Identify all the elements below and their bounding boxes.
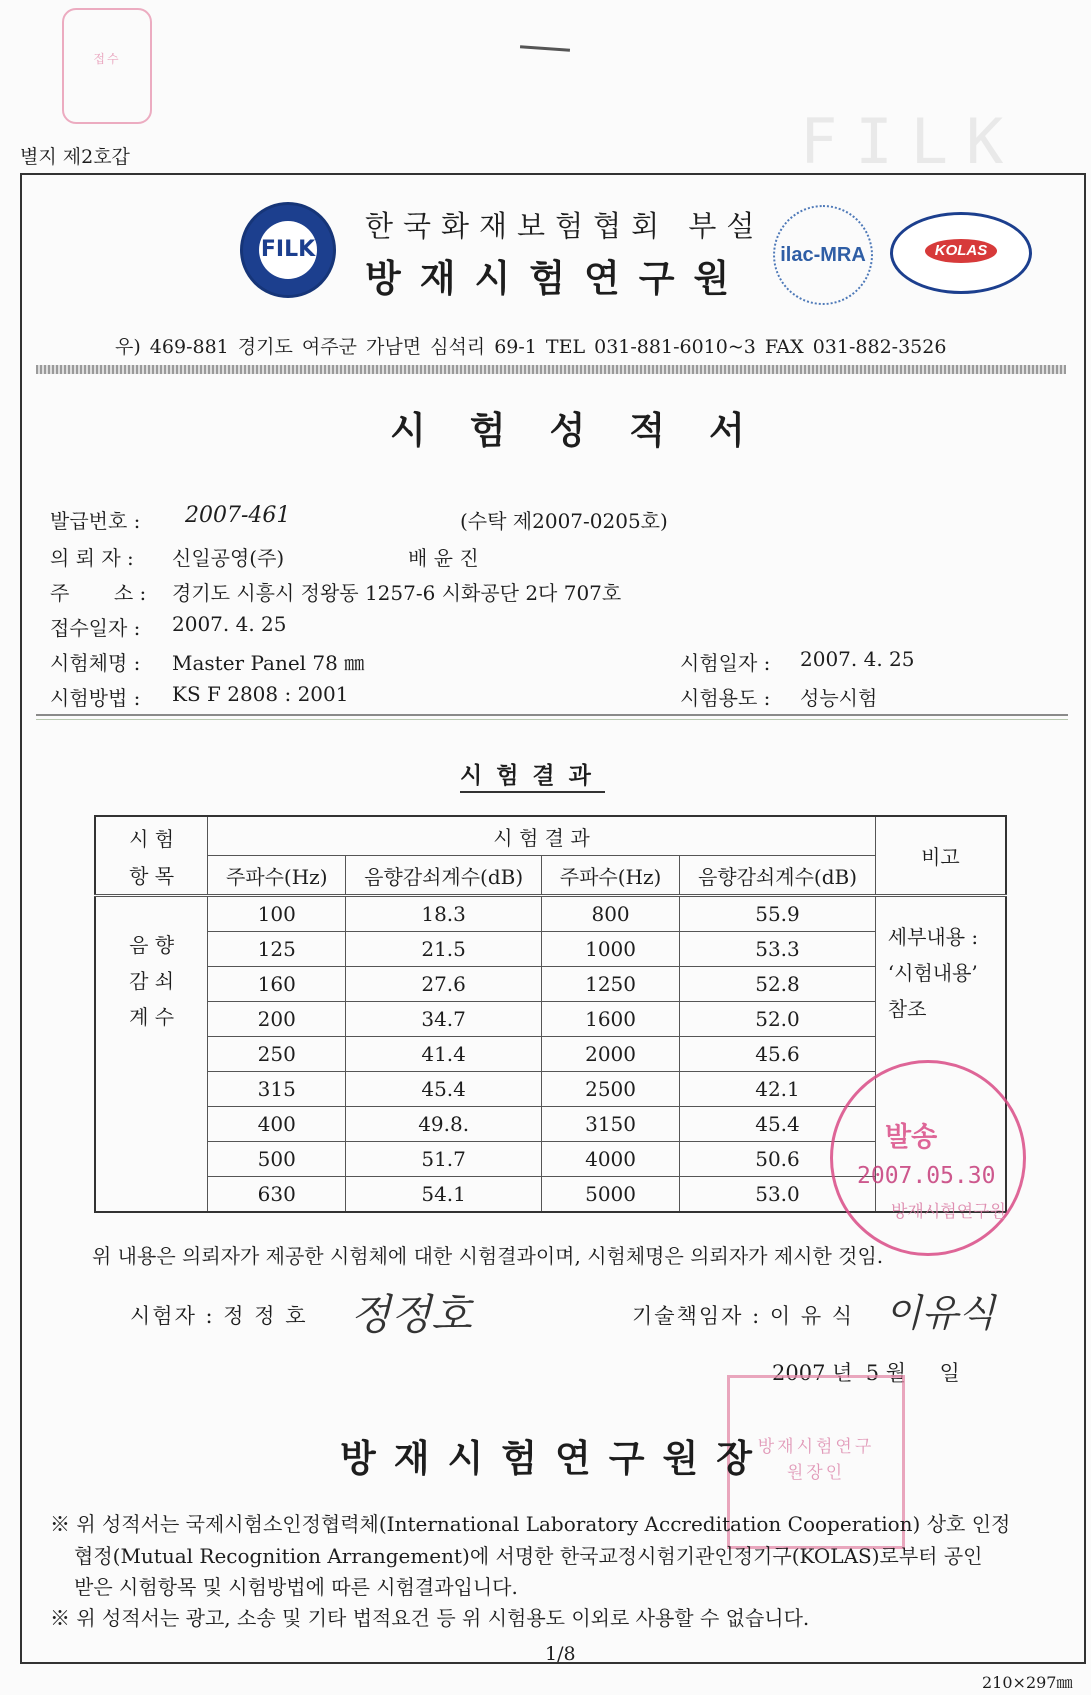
coef-cell: 45.4 (346, 1072, 542, 1107)
test-date-value: 2007. 4. 25 (800, 647, 915, 671)
freq-cell: 160 (208, 967, 346, 1002)
freq-cell: 1600 (541, 1002, 679, 1037)
coef-cell: 50.6 (680, 1142, 876, 1177)
freq-cell: 100 (208, 896, 346, 932)
tester-signature: 정정호 (350, 1290, 472, 1339)
remark-header: 비고 (875, 816, 1006, 896)
item-name-line: 계 수 (129, 1005, 175, 1029)
freq-cell: 4000 (541, 1142, 679, 1177)
freq-cell: 250 (208, 1037, 346, 1072)
director-seal-text: 방재시험연구원장인 (757, 1437, 875, 1483)
col-coef-header: 음향감쇠계수(dB) (346, 856, 542, 896)
note-line: 협정(Mutual Recognition Arrangement)에 서명한 한국교정시험기관인정기구(KOLAS)로부터 공인 (74, 1544, 983, 1568)
table-row (95, 1037, 1006, 1072)
dispatch-stamp (830, 1060, 1026, 1256)
note-line: ※ 위 성적서는 국제시험소인정협력체(International Laboratory Accreditation Cooperation) 상호 인정 (50, 1512, 1011, 1536)
specimen-value: Master Panel 78 ㎜ (172, 651, 365, 675)
tech-manager-signature: 이유식 (885, 1291, 996, 1335)
dispatch-stamp-date: 2007.05.30 (857, 1163, 996, 1189)
coef-cell: 45.4 (680, 1107, 876, 1142)
coef-cell: 51.7 (346, 1142, 542, 1177)
coef-cell: 52.0 (680, 1002, 876, 1037)
hatched-divider (36, 365, 1066, 374)
freq-cell: 500 (208, 1142, 346, 1177)
receipt-stamp-text: 접수 (93, 52, 121, 66)
org-subtitle: 한국화재보험협회 부설 (365, 209, 765, 243)
method-value: KS F 2808 : 2001 (172, 682, 349, 706)
kolas-logo-icon (890, 212, 1032, 294)
method-label: 시험방법 : (50, 686, 141, 710)
col-freq-header: 주파수(Hz) (541, 856, 679, 896)
coef-cell: 49.8. (346, 1107, 542, 1142)
freq-cell: 315 (208, 1072, 346, 1107)
note-line: ※ 위 성적서는 광고, 소송 및 기타 법적요건 등 위 시험용도 이외로 사용할 수 없습니다. (50, 1606, 810, 1630)
coef-cell: 42.1 (680, 1072, 876, 1107)
client-value: 신일공영(주) (172, 546, 285, 570)
item-header (95, 816, 208, 896)
org-name: 방재시험연구원 (365, 256, 749, 300)
coef-cell: 55.9 (680, 896, 876, 932)
form-label: 별지 제2호갑 (20, 146, 130, 168)
test-date-label: 시험일자 : (680, 651, 771, 675)
org-address: 우) 469-881 경기도 여주군 가남면 심석리 69-1 TEL 031-881-6010~3 FAX 031-882-3526 (115, 336, 947, 358)
paper-size: 210×297㎜ (982, 1673, 1073, 1692)
coef-cell: 52.8 (680, 967, 876, 1002)
tech-manager-label: 기술책임자 : 이 유 식 (632, 1304, 855, 1328)
coef-cell: 54.1 (346, 1177, 542, 1213)
filk-logo-icon (240, 202, 336, 298)
freq-cell: 5000 (541, 1177, 679, 1213)
purpose-value: 성능시험 (800, 686, 878, 710)
received-value: 2007. 4. 25 (172, 612, 287, 636)
freq-cell: 2500 (541, 1072, 679, 1107)
freq-cell: 1000 (541, 932, 679, 967)
freq-cell: 630 (208, 1177, 346, 1213)
contract-number: (수탁 제2007-0205호) (460, 509, 668, 533)
result-header: 시 험 결 과 (208, 816, 876, 856)
coef-cell: 53.3 (680, 932, 876, 967)
coef-cell: 41.4 (346, 1037, 542, 1072)
item-name-line: 음 향 (129, 933, 175, 957)
coef-cell: 27.6 (346, 967, 542, 1002)
col-freq-header: 주파수(Hz) (208, 856, 346, 896)
purpose-label: 시험용도 : (680, 686, 771, 710)
tester-label: 시험자 : 정 정 호 (130, 1304, 308, 1328)
pen-mark (520, 45, 570, 51)
item-header-line2: 항 목 (129, 863, 175, 888)
item-name-cell (95, 896, 208, 1213)
freq-cell: 125 (208, 932, 346, 967)
freq-cell: 400 (208, 1107, 346, 1142)
remark-line: ‘시험내용’ (887, 961, 978, 985)
freq-cell: 3150 (541, 1107, 679, 1142)
results-heading: 시험결과 (460, 757, 605, 793)
note-line: 받은 시험항목 및 시험방법에 따른 시험결과입니다. (74, 1575, 518, 1599)
item-name-line: 감 쇠 (129, 969, 175, 993)
coef-cell: 18.3 (346, 896, 542, 932)
remark-line: 참조 (887, 997, 927, 1021)
document-title: 시험성적서 (390, 408, 789, 452)
issue-no-value: 2007-461 (185, 503, 291, 528)
filk-watermark: FILK (800, 105, 1022, 178)
freq-cell: 200 (208, 1002, 346, 1037)
dispatch-stamp-org: 방재시험연구원 (891, 1202, 1006, 1222)
specimen-label: 시험체명 : (50, 651, 141, 675)
receipt-stamp (62, 8, 152, 124)
freq-cell: 2000 (541, 1037, 679, 1072)
coef-cell: 53.0 (680, 1177, 876, 1213)
dispatch-stamp-title: 발송 (885, 1122, 938, 1153)
statement-text: 위 내용은 의뢰자가 제공한 시험체에 대한 시험결과이며, 시험체명은 의뢰자가 제시한 것임. (92, 1244, 884, 1268)
table-row (95, 967, 1006, 1002)
info-divider (36, 714, 1068, 716)
page-number: 1/8 (545, 1643, 576, 1665)
client-person: 배 윤 진 (408, 546, 479, 570)
freq-cell: 800 (541, 896, 679, 932)
received-label: 접수일자 : (50, 616, 141, 640)
address-value: 경기도 시흥시 정왕동 1257-6 시화공단 2다 707호 (172, 581, 622, 605)
table-row (95, 896, 1006, 932)
table-row (95, 932, 1006, 967)
issue-no-label: 발급번호 : (50, 509, 141, 533)
filk-logo-text: FILK (259, 221, 317, 279)
director-title: 방재시험연구원장 (340, 1436, 770, 1480)
address-label: 주 소 : (50, 581, 147, 605)
coef-cell: 21.5 (346, 932, 542, 967)
ilac-mra-logo-icon: ilac-MRA (773, 205, 873, 305)
freq-cell: 1250 (541, 967, 679, 1002)
item-header-line1: 시 험 (129, 826, 175, 851)
kolas-logo-text: KOLAS (925, 239, 997, 263)
col-coef-header: 음향감쇠계수(dB) (680, 856, 876, 896)
info-divider-thin (36, 719, 1068, 720)
coef-cell: 34.7 (346, 1002, 542, 1037)
table-row (95, 1002, 1006, 1037)
coef-cell: 45.6 (680, 1037, 876, 1072)
client-label: 의 뢰 자 : (50, 546, 134, 570)
remark-line: 세부내용 : (887, 925, 979, 949)
issue-date: 2007 년 5 월 일 (772, 1361, 960, 1385)
